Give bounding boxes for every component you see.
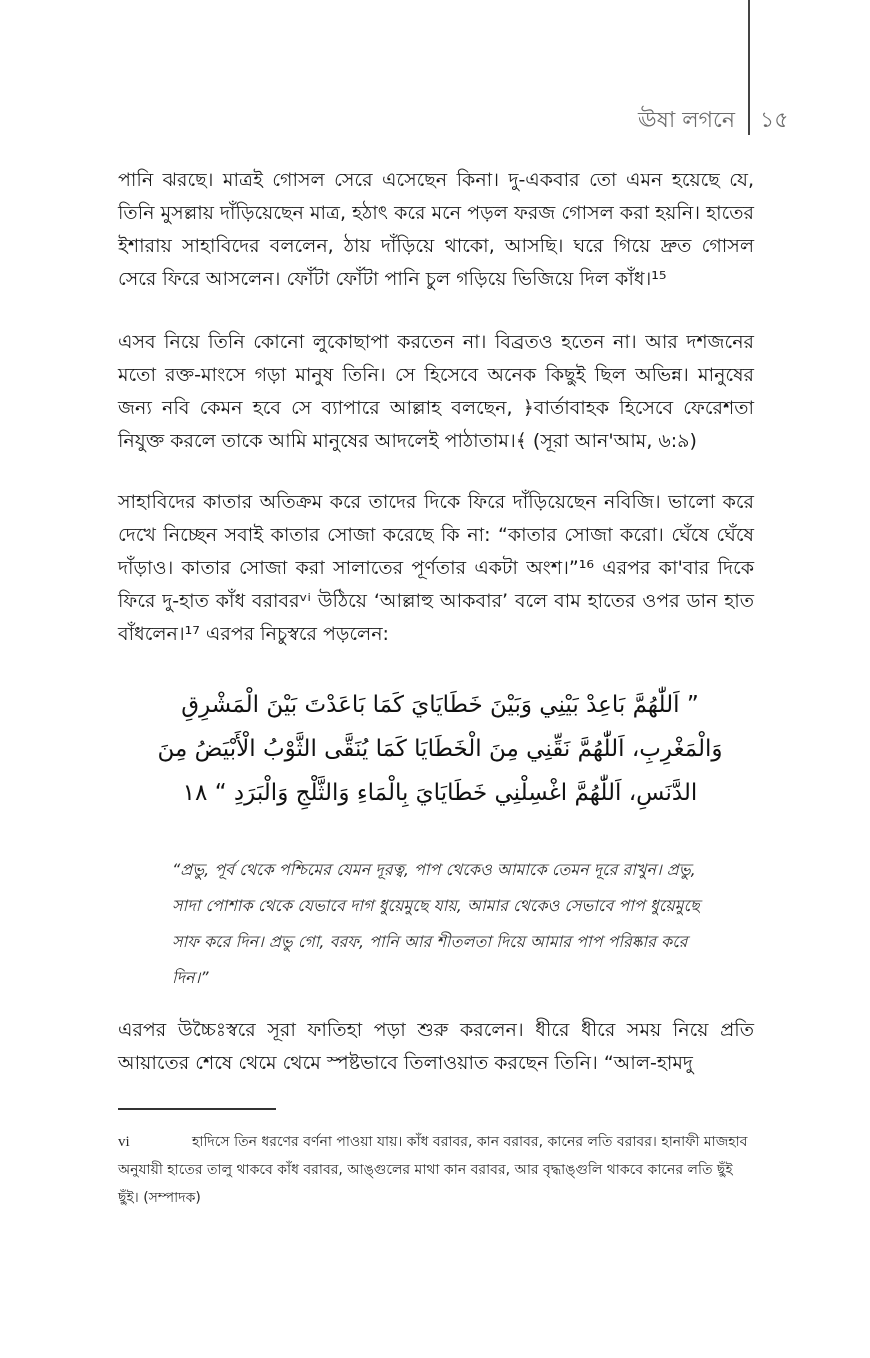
paragraph-2: এসব নিয়ে তিনি কোনো লুকোছাপা করতেন না। বিব্রতও হতেন না। আর দশজনের মতো রক্ত-মাংসে গড়া মানুষ তিনি। সে হিসেবে অনেক কিছুই ছিল অভিন্ন। মানুষের জন্য নবি কেমন হবে সে ব্যাপারে আল্লাহ বলছেন, ﴿বার্তাবাহক হিসেবে ফেরেশতা নিযুক্ত করলে তাকে আমি মানুষের আদলেই পাঠাতাম।﴾ (সূরা আন'আম, ৬:৯) — [118, 331, 754, 452]
header-divider — [748, 0, 750, 135]
paragraph-3: সাহাবিদের কাতার অতিক্রম করে তাদের দিকে ফিরে দাঁড়িয়েছেন নবিজি। ভালো করে দেখে নিচ্ছেন সবাই কাতার সোজা করেছে কি না: “কাতার সোজা করো। ঘেঁষে ঘেঁষে দাঁড়াও। কাতার সোজা করা সালাতের পূর্ণতার একটা অংশ।”¹⁶ এরপর কা'বার দিকে ফিরে দু-হাত কাঁধ বরাবরᵛⁱ উঠিয়ে ‘আল্লাহু আকবার’ বলে বাম হাতের ওপর ডান হাত বাঁধলেন।¹⁷ এরপর নিচুস্বরে পড়লেন: — [118, 491, 754, 645]
paragraph-4: এরপর উচ্চৈঃস্বরে সূরা ফাতিহা পড়া শুরু করলেন। ধীরে ধীরে সময় নিয়ে প্রতি আয়াতের শেষে থেমে থেমে স্পষ্টভাবে তিলাওয়াত করছেন তিনি। “আল-হামদু — [118, 1019, 754, 1074]
page-number: ১৫ — [760, 108, 789, 133]
paragraph-1: পানি ঝরছে। মাত্রই গোসল সেরে এসেছেন কিনা। দু-একবার তো এমন হয়েছে যে, তিনি মুসল্লায় দাঁড়িয়েছেন মাত্র, হঠাৎ করে মনে পড়ল ফরজ গোসল করা হয়নি। হাতের ইশারায় সাহাবিদের বললেন, ঠায় দাঁড়িয়ে থাকো, আসছি। ঘরে গিয়ে দ্রুত গোসল সেরে ফিরে আসলেন। ফোঁটা ফোঁটা পানি চুল গড়িয়ে ভিজিয়ে দিল কাঁধ।¹⁵ — [118, 169, 754, 290]
footnote-divider — [118, 1108, 276, 1110]
footnote-text: হাদিসে তিন ধরণের বর্ণনা পাওয়া যায়। কাঁধ বরাবর, কান বরাবর, কানের লতি বরাবর। হানাফী মাজহাব অনুযায়ী হাতের তালু থাকবে কাঁধ বরাবর, আঙ্গুলের মাথা কান বরাবর, আর বৃদ্ধাঙ্গুলি থাকবে কানের লতি ছুঁই ছুঁই। (সম্পাদক) — [118, 1134, 748, 1206]
arabic-dua: ” اَللّٰهُمَّ بَاعِدْ بَيْنِي وَبَيْنَ خَطَايَايَ كَمَا بَاعَدْتَ بَيْنَ الْمَشْرِقِ وَالْمَغْرِبِ، اَللّٰهُمَّ نَقِّنِي مِنَ الْخَطَايَا كَمَا يُنَقَّى الثَّوْبُ الْأَبْيَضُ مِنَ الدَّنَسِ، اَللّٰهُمَّ اغْسِلْنِي خَطَايَايَ بِالْمَاءِ وَالثَّلْجِ وَالْبَرَدِ “ ١٨ — [157, 692, 723, 806]
running-title: ঊষা লগনে — [638, 108, 735, 133]
footnote — [118, 1128, 754, 1212]
dua-translation: “প্রভু, পূর্ব থেকে পশ্চিমের যেমন দূরত্ব, পাপ থেকেও আমাকে তেমন দূরে রাখুন। প্রভু, সাদা পোশাক থেকে যেভাবে দাগ ধুয়েমুছে যায়, আমার থেকেও সেভাবে পাপ ধুয়েমুছে সাফ করে দিন। প্রভু গো, বরফ, পানি আর শীতলতা দিয়ে আমার পাপ পরিষ্কার করে দিন।” — [172, 860, 700, 987]
footnote-marker: vi — [118, 1134, 130, 1150]
